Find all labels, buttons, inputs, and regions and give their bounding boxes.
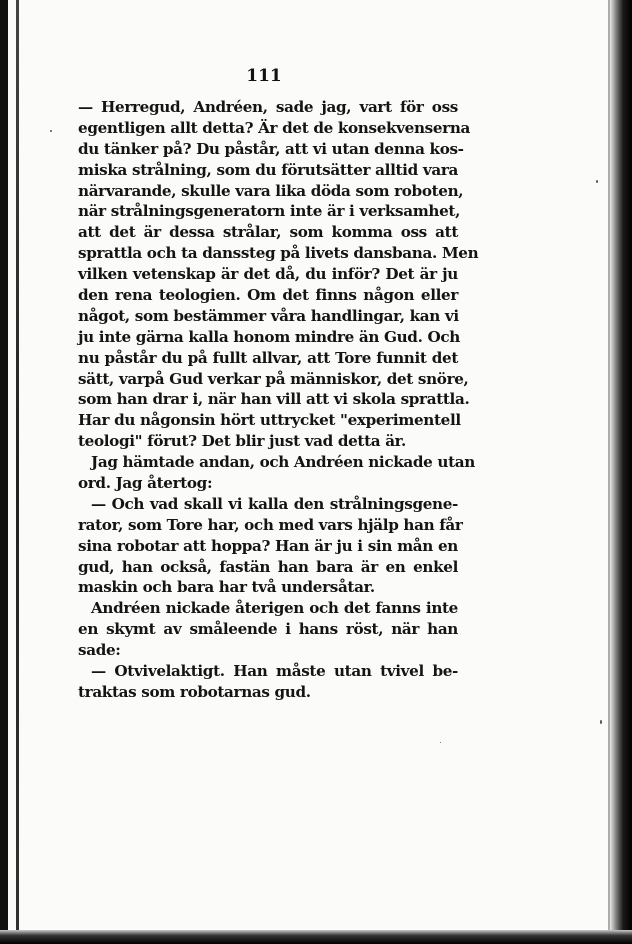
text-line: sätt, varpå Gud verkar på människor, det snöre, [78, 369, 469, 388]
text-line: ord. Jag återtog: [78, 474, 213, 493]
text-line: — Otvivelaktigt. Han måste utan tvivel be- [91, 662, 458, 681]
binding-edge-left [0, 0, 8, 944]
text-line: vilken vetenskap är det då, du inför? Det är ju [78, 265, 458, 284]
text-line: gud, han också, fastän han bara är en enkel [78, 557, 458, 576]
text-line: när strålningsgeneratorn inte är i verksamhet, [78, 202, 461, 221]
text-line: som han drar i, när han vill att vi skola sprattla. [78, 390, 470, 409]
text-line: en skymt av småleende i hans röst, när han [78, 620, 458, 639]
text-line: du tänker på? Du påstår, att vi utan denna kos- [78, 139, 464, 158]
text-line: något, som bestämmer våra handlingar, kan vi [78, 306, 459, 325]
text-line: teologi" förut? Det blir just vad detta är. [78, 432, 406, 451]
text-line: — Herregud, Andréen, sade jag, vart för oss [78, 98, 458, 116]
text-line: rator, som Tore har, och med vars hjälp han får [78, 515, 463, 534]
text-line: sade: [78, 641, 121, 660]
scan-edge-bottom [0, 930, 632, 944]
scan-speck [596, 180, 598, 183]
text-line: nu påstår du på fullt allvar, att Tore funnit det [78, 348, 458, 367]
page-number: 111 [246, 66, 282, 86]
scan-speck [600, 720, 602, 724]
text-line: Har du någonsin hört uttrycket "experimentell [78, 411, 461, 430]
text-line: sina robotar att hoppa? Han är ju i sin mån en [78, 536, 458, 555]
text-line: miska strålning, som du förutsätter alltid vara [78, 160, 458, 179]
text-line: den rena teologien. Om det finns någon eller [78, 286, 458, 305]
text-line: — Och vad skall vi kalla den strålningsgene- [91, 494, 458, 513]
text-line: maskin och bara har två undersåtar. [78, 578, 375, 597]
scan-speck [440, 742, 441, 743]
text-line: närvarande, skulle vara lika döda som roboten, [78, 181, 464, 200]
scan-speck [50, 130, 52, 132]
text-line: Andréen nickade återigen och det fanns inte [91, 599, 458, 618]
text-line: sprattla och ta danssteg på livets dansbana. Men [78, 244, 479, 263]
scan-edge-right [610, 0, 632, 944]
text-line: ju inte gärna kalla honom mindre än Gud. Och [78, 327, 460, 346]
text-line: att det är dessa strålar, som komma oss att [78, 223, 458, 242]
binding-line [16, 0, 19, 944]
text-line: traktas som robotarnas gud. [78, 682, 311, 701]
body-text [78, 97, 479, 703]
text-line: Jag hämtade andan, och Andréen nickade utan [91, 453, 475, 472]
text-line: egentligen allt detta? Är det de konsekvenserna [78, 118, 471, 137]
